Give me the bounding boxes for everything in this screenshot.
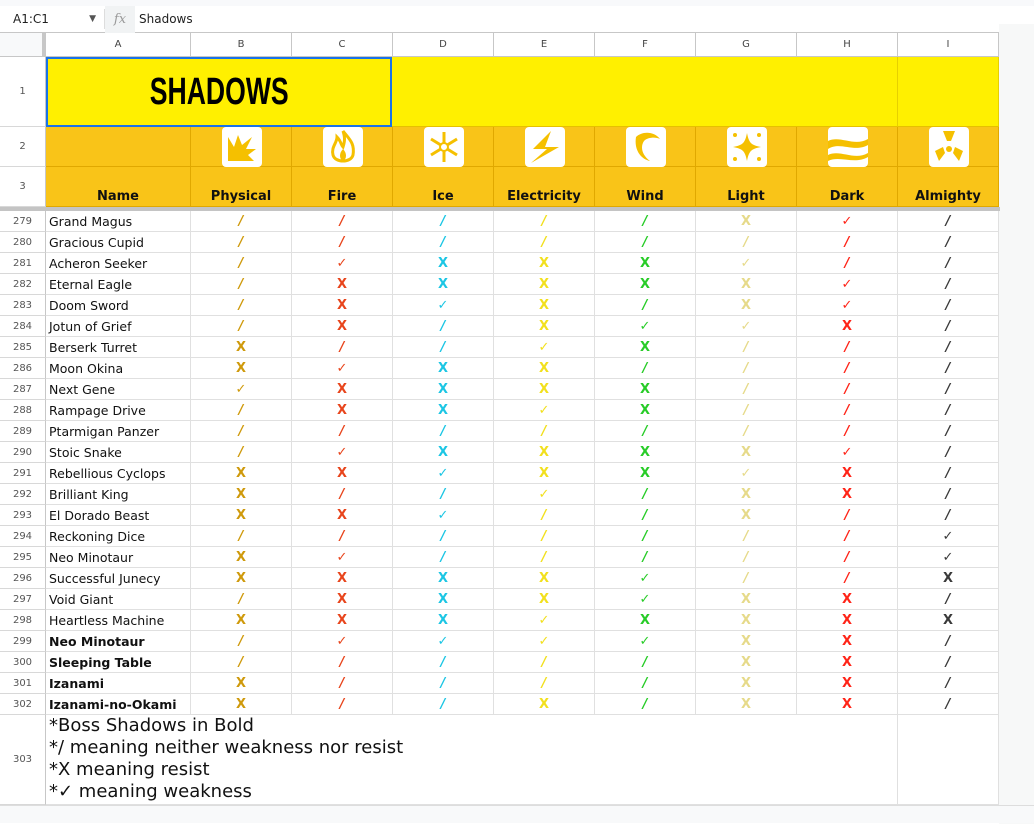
shadow-name[interactable]: Berserk Turret bbox=[46, 337, 191, 358]
neutral-mark[interactable]: / bbox=[595, 211, 696, 232]
title-cell[interactable] bbox=[46, 57, 392, 127]
neutral-mark[interactable]: / bbox=[191, 232, 292, 253]
resist-mark[interactable]: X bbox=[494, 463, 595, 484]
column-header-E[interactable]: E bbox=[494, 33, 595, 57]
column-header-I[interactable]: I bbox=[898, 33, 999, 57]
neutral-mark[interactable]: / bbox=[393, 484, 494, 505]
shadow-name[interactable]: Acheron Seeker bbox=[46, 253, 191, 274]
neutral-mark[interactable]: / bbox=[292, 526, 393, 547]
almighty-icon bbox=[929, 127, 969, 167]
neutral-mark[interactable]: / bbox=[393, 337, 494, 358]
neutral-mark[interactable]: / bbox=[898, 463, 999, 484]
row-header[interactable]: 293 bbox=[0, 505, 46, 526]
neutral-mark[interactable]: / bbox=[191, 421, 292, 442]
neutral-mark[interactable]: / bbox=[191, 652, 292, 673]
light-icon bbox=[727, 127, 767, 167]
resist-mark[interactable]: X bbox=[696, 694, 797, 715]
resist-mark[interactable]: X bbox=[696, 631, 797, 652]
row-header[interactable]: 285 bbox=[0, 337, 46, 358]
resist-mark[interactable]: X bbox=[191, 568, 292, 589]
resist-mark[interactable]: X bbox=[292, 400, 393, 421]
neutral-mark[interactable]: / bbox=[595, 547, 696, 568]
shadow-name[interactable]: El Dorado Beast bbox=[46, 505, 191, 526]
neutral-mark[interactable]: / bbox=[191, 316, 292, 337]
weakness-mark[interactable]: ✓ bbox=[494, 631, 595, 652]
resist-mark[interactable]: X bbox=[696, 442, 797, 463]
shadow-name[interactable]: Void Giant bbox=[46, 589, 191, 610]
column-title-fire[interactable]: Fire bbox=[292, 167, 393, 207]
resist-mark[interactable]: X bbox=[595, 400, 696, 421]
shadow-name[interactable]: Izanami-no-Okami bbox=[46, 694, 191, 715]
weakness-mark[interactable]: ✓ bbox=[595, 316, 696, 337]
neutral-mark[interactable]: / bbox=[595, 484, 696, 505]
neutral-mark[interactable]: / bbox=[393, 673, 494, 694]
neutral-mark[interactable]: / bbox=[797, 568, 898, 589]
resist-mark[interactable]: X bbox=[191, 505, 292, 526]
neutral-mark[interactable]: / bbox=[494, 547, 595, 568]
neutral-mark[interactable]: / bbox=[898, 589, 999, 610]
resist-mark[interactable]: X bbox=[797, 694, 898, 715]
sheet-background bbox=[999, 24, 1034, 824]
resist-mark[interactable]: X bbox=[393, 358, 494, 379]
weakness-mark[interactable]: ✓ bbox=[393, 631, 494, 652]
shadow-name[interactable]: Heartless Machine bbox=[46, 610, 191, 631]
resist-mark[interactable]: X bbox=[797, 484, 898, 505]
neutral-mark[interactable]: / bbox=[898, 379, 999, 400]
formula-bar bbox=[0, 6, 1034, 33]
row-header[interactable]: 295 bbox=[0, 547, 46, 568]
weakness-mark[interactable]: ✓ bbox=[494, 337, 595, 358]
neutral-mark[interactable]: / bbox=[191, 211, 292, 232]
row-header[interactable]: 279 bbox=[0, 211, 46, 232]
column-title-light[interactable]: Light bbox=[696, 167, 797, 207]
resist-mark[interactable]: X bbox=[393, 589, 494, 610]
neutral-mark[interactable]: / bbox=[393, 547, 494, 568]
neutral-mark[interactable]: / bbox=[191, 442, 292, 463]
column-header-F[interactable]: F bbox=[595, 33, 696, 57]
resist-mark[interactable]: X bbox=[797, 463, 898, 484]
physical-icon bbox=[222, 127, 262, 167]
resist-mark[interactable]: X bbox=[494, 316, 595, 337]
row-header[interactable]: 1 bbox=[0, 57, 46, 127]
shadow-name[interactable]: Brilliant King bbox=[46, 484, 191, 505]
weakness-mark[interactable]: ✓ bbox=[393, 505, 494, 526]
resist-mark[interactable]: X bbox=[696, 610, 797, 631]
resist-mark[interactable]: X bbox=[191, 547, 292, 568]
resist-mark[interactable]: X bbox=[494, 442, 595, 463]
empty-cell[interactable] bbox=[898, 715, 999, 805]
weakness-mark[interactable]: ✓ bbox=[696, 463, 797, 484]
resist-mark[interactable]: X bbox=[292, 568, 393, 589]
neutral-mark[interactable]: / bbox=[898, 316, 999, 337]
weakness-mark[interactable]: ✓ bbox=[797, 442, 898, 463]
resist-mark[interactable]: X bbox=[191, 610, 292, 631]
weakness-mark[interactable]: ✓ bbox=[292, 631, 393, 652]
weakness-mark[interactable]: ✓ bbox=[393, 463, 494, 484]
neutral-mark[interactable]: / bbox=[595, 505, 696, 526]
neutral-mark[interactable]: / bbox=[696, 400, 797, 421]
resist-mark[interactable]: X bbox=[292, 463, 393, 484]
neutral-mark[interactable]: / bbox=[696, 232, 797, 253]
neutral-mark[interactable]: / bbox=[797, 421, 898, 442]
weakness-mark[interactable]: ✓ bbox=[595, 631, 696, 652]
resist-mark[interactable]: X bbox=[494, 274, 595, 295]
column-header-D[interactable]: D bbox=[393, 33, 494, 57]
chevron-down-icon[interactable]: ▼ bbox=[89, 14, 96, 24]
weakness-mark[interactable]: ✓ bbox=[797, 274, 898, 295]
shadow-name[interactable]: Rebellious Cyclops bbox=[46, 463, 191, 484]
resist-mark[interactable]: X bbox=[292, 610, 393, 631]
column-title-wind[interactable]: Wind bbox=[595, 167, 696, 207]
resist-mark[interactable]: X bbox=[696, 673, 797, 694]
neutral-mark[interactable]: / bbox=[292, 484, 393, 505]
weakness-mark[interactable]: ✓ bbox=[494, 484, 595, 505]
resist-mark[interactable]: X bbox=[595, 274, 696, 295]
neutral-mark[interactable]: / bbox=[898, 337, 999, 358]
resist-mark[interactable]: X bbox=[898, 610, 999, 631]
weakness-mark[interactable]: ✓ bbox=[898, 526, 999, 547]
resist-mark[interactable]: X bbox=[696, 274, 797, 295]
row-header[interactable]: 281 bbox=[0, 253, 46, 274]
resist-mark[interactable]: X bbox=[797, 610, 898, 631]
column-header-H[interactable]: H bbox=[797, 33, 898, 57]
shadow-name[interactable]: Next Gene bbox=[46, 379, 191, 400]
shadow-name[interactable]: Ptarmigan Panzer bbox=[46, 421, 191, 442]
row-header[interactable]: 288 bbox=[0, 400, 46, 421]
neutral-mark[interactable]: / bbox=[292, 652, 393, 673]
resist-mark[interactable]: X bbox=[696, 589, 797, 610]
neutral-mark[interactable]: / bbox=[898, 400, 999, 421]
neutral-mark[interactable]: / bbox=[191, 526, 292, 547]
shadow-name[interactable]: Izanami bbox=[46, 673, 191, 694]
resist-mark[interactable]: X bbox=[191, 694, 292, 715]
column-title-dark[interactable]: Dark bbox=[797, 167, 898, 207]
dark-icon bbox=[828, 127, 868, 167]
resist-mark[interactable]: X bbox=[797, 673, 898, 694]
column-header-C[interactable]: C bbox=[292, 33, 393, 57]
row-header[interactable]: 290 bbox=[0, 442, 46, 463]
resist-mark[interactable]: X bbox=[595, 337, 696, 358]
neutral-mark[interactable]: / bbox=[494, 232, 595, 253]
shadow-name[interactable]: Doom Sword bbox=[46, 295, 191, 316]
row-header[interactable]: 287 bbox=[0, 379, 46, 400]
resist-mark[interactable]: X bbox=[393, 379, 494, 400]
weakness-mark[interactable]: ✓ bbox=[797, 295, 898, 316]
neutral-mark[interactable]: / bbox=[797, 337, 898, 358]
legend-line: *✓ meaning weakness bbox=[49, 781, 252, 802]
neutral-mark[interactable]: / bbox=[292, 337, 393, 358]
neutral-mark[interactable]: / bbox=[191, 274, 292, 295]
neutral-mark[interactable]: / bbox=[393, 652, 494, 673]
resist-mark[interactable]: X bbox=[494, 694, 595, 715]
legend-line: *X meaning resist bbox=[49, 759, 210, 780]
resist-mark[interactable]: X bbox=[292, 589, 393, 610]
neutral-mark[interactable]: / bbox=[292, 421, 393, 442]
shadow-name[interactable]: Neo Minotaur bbox=[46, 631, 191, 652]
neutral-mark[interactable]: / bbox=[898, 505, 999, 526]
neutral-mark[interactable]: / bbox=[797, 526, 898, 547]
resist-mark[interactable]: X bbox=[494, 379, 595, 400]
row-header[interactable]: 291 bbox=[0, 463, 46, 484]
resist-mark[interactable]: X bbox=[393, 610, 494, 631]
resist-mark[interactable]: X bbox=[292, 379, 393, 400]
neutral-mark[interactable]: / bbox=[494, 505, 595, 526]
cell-reference: A1:C1 bbox=[13, 12, 49, 26]
neutral-mark[interactable]: / bbox=[696, 337, 797, 358]
resist-mark[interactable]: X bbox=[393, 442, 494, 463]
weakness-mark[interactable]: ✓ bbox=[292, 547, 393, 568]
weakness-mark[interactable]: ✓ bbox=[595, 568, 696, 589]
legend-notes[interactable] bbox=[46, 715, 898, 805]
neutral-mark[interactable]: / bbox=[191, 253, 292, 274]
resist-mark[interactable]: X bbox=[696, 211, 797, 232]
resist-mark[interactable]: X bbox=[393, 274, 494, 295]
row-header[interactable]: 289 bbox=[0, 421, 46, 442]
resist-mark[interactable]: X bbox=[797, 631, 898, 652]
neutral-mark[interactable]: / bbox=[595, 673, 696, 694]
neutral-mark[interactable]: / bbox=[292, 211, 393, 232]
resist-mark[interactable]: X bbox=[292, 505, 393, 526]
row-header[interactable]: 283 bbox=[0, 295, 46, 316]
weakness-mark[interactable]: ✓ bbox=[292, 442, 393, 463]
neutral-mark[interactable]: / bbox=[393, 316, 494, 337]
neutral-mark[interactable]: / bbox=[898, 358, 999, 379]
column-title-electricity[interactable]: Electricity bbox=[494, 167, 595, 207]
row-header[interactable]: 3 bbox=[0, 167, 46, 207]
neutral-mark[interactable]: / bbox=[898, 274, 999, 295]
column-title-name[interactable]: Name bbox=[46, 167, 191, 207]
neutral-mark[interactable]: / bbox=[797, 232, 898, 253]
neutral-mark[interactable]: / bbox=[797, 547, 898, 568]
neutral-mark[interactable]: / bbox=[595, 295, 696, 316]
neutral-mark[interactable]: / bbox=[595, 421, 696, 442]
weakness-mark[interactable]: ✓ bbox=[595, 589, 696, 610]
column-title-ice[interactable]: Ice bbox=[393, 167, 494, 207]
column-title-physical[interactable]: Physical bbox=[191, 167, 292, 207]
row-header[interactable]: 302 bbox=[0, 694, 46, 715]
neutral-mark[interactable]: / bbox=[494, 421, 595, 442]
neutral-mark[interactable]: / bbox=[191, 589, 292, 610]
shadow-name[interactable]: Jotun of Grief bbox=[46, 316, 191, 337]
row-header[interactable]: 2 bbox=[0, 127, 46, 167]
resist-mark[interactable]: X bbox=[898, 568, 999, 589]
resist-mark[interactable]: X bbox=[191, 358, 292, 379]
neutral-mark[interactable]: / bbox=[797, 379, 898, 400]
resist-mark[interactable]: X bbox=[393, 568, 494, 589]
resist-mark[interactable]: X bbox=[292, 274, 393, 295]
shadow-name[interactable]: Gracious Cupid bbox=[46, 232, 191, 253]
neutral-mark[interactable]: / bbox=[696, 526, 797, 547]
ice-icon bbox=[424, 127, 464, 167]
resist-mark[interactable]: X bbox=[595, 253, 696, 274]
resist-mark[interactable]: X bbox=[595, 442, 696, 463]
resist-mark[interactable]: X bbox=[696, 652, 797, 673]
legend-line: */ meaning neither weakness nor resist bbox=[49, 737, 404, 758]
resist-mark[interactable]: X bbox=[595, 463, 696, 484]
title-fill[interactable] bbox=[898, 57, 999, 127]
neutral-mark[interactable]: / bbox=[393, 526, 494, 547]
resist-mark[interactable]: X bbox=[292, 295, 393, 316]
shadow-name[interactable]: Stoic Snake bbox=[46, 442, 191, 463]
electricity-icon bbox=[525, 127, 565, 167]
resist-mark[interactable]: X bbox=[292, 316, 393, 337]
neutral-mark[interactable]: / bbox=[898, 673, 999, 694]
row-header[interactable]: 299 bbox=[0, 631, 46, 652]
resist-mark[interactable]: X bbox=[595, 610, 696, 631]
neutral-mark[interactable]: / bbox=[898, 232, 999, 253]
shadow-name[interactable]: Sleeping Table bbox=[46, 652, 191, 673]
neutral-mark[interactable]: / bbox=[595, 232, 696, 253]
neutral-mark[interactable]: / bbox=[797, 505, 898, 526]
sheet-title: SHADOWS bbox=[149, 70, 289, 113]
row-header[interactable]: 284 bbox=[0, 316, 46, 337]
weakness-mark[interactable]: ✓ bbox=[191, 379, 292, 400]
neutral-mark[interactable]: / bbox=[595, 652, 696, 673]
resist-mark[interactable]: X bbox=[696, 505, 797, 526]
resist-mark[interactable]: X bbox=[797, 316, 898, 337]
neutral-mark[interactable]: / bbox=[898, 421, 999, 442]
row-header[interactable]: 292 bbox=[0, 484, 46, 505]
neutral-mark[interactable]: / bbox=[595, 694, 696, 715]
neutral-mark[interactable]: / bbox=[797, 400, 898, 421]
formula-input[interactable]: Shadows bbox=[139, 12, 193, 26]
neutral-mark[interactable]: / bbox=[696, 547, 797, 568]
row-header[interactable]: 280 bbox=[0, 232, 46, 253]
neutral-mark[interactable]: / bbox=[494, 211, 595, 232]
weakness-mark[interactable]: ✓ bbox=[494, 610, 595, 631]
shadow-name[interactable]: Reckoning Dice bbox=[46, 526, 191, 547]
shadow-name[interactable]: Grand Magus bbox=[46, 211, 191, 232]
weakness-mark[interactable]: ✓ bbox=[898, 547, 999, 568]
row-header[interactable]: 297 bbox=[0, 589, 46, 610]
neutral-mark[interactable]: / bbox=[898, 484, 999, 505]
neutral-mark[interactable]: / bbox=[898, 295, 999, 316]
row-header[interactable]: 300 bbox=[0, 652, 46, 673]
neutral-mark[interactable]: / bbox=[898, 694, 999, 715]
row-header[interactable]: 303 bbox=[0, 715, 46, 805]
fx-icon: fx bbox=[105, 6, 135, 33]
weakness-mark[interactable]: ✓ bbox=[292, 253, 393, 274]
resist-mark[interactable]: X bbox=[494, 295, 595, 316]
neutral-mark[interactable]: / bbox=[797, 358, 898, 379]
neutral-mark[interactable]: / bbox=[797, 253, 898, 274]
weakness-mark[interactable]: ✓ bbox=[393, 295, 494, 316]
horizontal-scrollbar[interactable] bbox=[0, 805, 1034, 823]
neutral-mark[interactable]: / bbox=[292, 673, 393, 694]
resist-mark[interactable]: X bbox=[595, 379, 696, 400]
resist-mark[interactable]: X bbox=[494, 358, 595, 379]
row-header[interactable]: 294 bbox=[0, 526, 46, 547]
neutral-mark[interactable]: / bbox=[393, 211, 494, 232]
weakness-mark[interactable]: ✓ bbox=[696, 316, 797, 337]
neutral-mark[interactable]: / bbox=[494, 652, 595, 673]
neutral-mark[interactable]: / bbox=[696, 379, 797, 400]
shadow-name[interactable]: Rampage Drive bbox=[46, 400, 191, 421]
weakness-mark[interactable]: ✓ bbox=[494, 400, 595, 421]
shadow-name[interactable]: Successful Junecy bbox=[46, 568, 191, 589]
neutral-mark[interactable]: / bbox=[393, 421, 494, 442]
neutral-mark[interactable]: / bbox=[595, 358, 696, 379]
column-header-A[interactable]: A bbox=[46, 33, 191, 57]
row-header[interactable]: 296 bbox=[0, 568, 46, 589]
select-all-corner[interactable] bbox=[0, 33, 46, 57]
resist-mark[interactable]: X bbox=[494, 253, 595, 274]
resist-mark[interactable]: X bbox=[696, 295, 797, 316]
neutral-mark[interactable]: / bbox=[494, 673, 595, 694]
neutral-mark[interactable]: / bbox=[191, 295, 292, 316]
column-header-B[interactable]: B bbox=[191, 33, 292, 57]
neutral-mark[interactable]: / bbox=[191, 400, 292, 421]
neutral-mark[interactable]: / bbox=[292, 232, 393, 253]
legend-line: *Boss Shadows in Bold bbox=[49, 715, 254, 736]
resist-mark[interactable]: X bbox=[393, 400, 494, 421]
row-header[interactable]: 301 bbox=[0, 673, 46, 694]
weakness-mark[interactable]: ✓ bbox=[292, 358, 393, 379]
neutral-mark[interactable]: / bbox=[898, 211, 999, 232]
neutral-mark[interactable]: / bbox=[898, 631, 999, 652]
neutral-mark[interactable]: / bbox=[393, 232, 494, 253]
shadow-name[interactable]: Moon Okina bbox=[46, 358, 191, 379]
wind-icon bbox=[626, 127, 666, 167]
resist-mark[interactable]: X bbox=[797, 589, 898, 610]
resist-mark[interactable]: X bbox=[191, 337, 292, 358]
weakness-mark[interactable]: ✓ bbox=[696, 253, 797, 274]
neutral-mark[interactable]: / bbox=[696, 568, 797, 589]
neutral-mark[interactable]: / bbox=[898, 253, 999, 274]
neutral-mark[interactable]: / bbox=[898, 442, 999, 463]
resist-mark[interactable]: X bbox=[191, 463, 292, 484]
neutral-mark[interactable]: / bbox=[696, 358, 797, 379]
column-title-almighty[interactable]: Almighty bbox=[898, 167, 999, 207]
name-box[interactable] bbox=[0, 9, 105, 29]
resist-mark[interactable]: X bbox=[494, 589, 595, 610]
title-fill[interactable] bbox=[392, 57, 898, 127]
row-header[interactable]: 282 bbox=[0, 274, 46, 295]
neutral-mark[interactable]: / bbox=[393, 694, 494, 715]
resist-mark[interactable]: X bbox=[696, 484, 797, 505]
shadow-name[interactable]: Neo Minotaur bbox=[46, 547, 191, 568]
neutral-mark[interactable]: / bbox=[898, 652, 999, 673]
row-header[interactable]: 286 bbox=[0, 358, 46, 379]
fire-icon bbox=[323, 127, 363, 167]
neutral-mark[interactable]: / bbox=[494, 526, 595, 547]
neutral-mark[interactable]: / bbox=[595, 526, 696, 547]
resist-mark[interactable]: X bbox=[494, 568, 595, 589]
icon-cell[interactable] bbox=[46, 127, 191, 167]
neutral-mark[interactable]: / bbox=[696, 421, 797, 442]
resist-mark[interactable]: X bbox=[797, 652, 898, 673]
resist-mark[interactable]: X bbox=[393, 253, 494, 274]
column-header-G[interactable]: G bbox=[696, 33, 797, 57]
shadow-name[interactable]: Eternal Eagle bbox=[46, 274, 191, 295]
resist-mark[interactable]: X bbox=[191, 484, 292, 505]
row-header[interactable]: 298 bbox=[0, 610, 46, 631]
resist-mark[interactable]: X bbox=[191, 673, 292, 694]
neutral-mark[interactable]: / bbox=[191, 631, 292, 652]
weakness-mark[interactable]: ✓ bbox=[797, 211, 898, 232]
neutral-mark[interactable]: / bbox=[292, 694, 393, 715]
